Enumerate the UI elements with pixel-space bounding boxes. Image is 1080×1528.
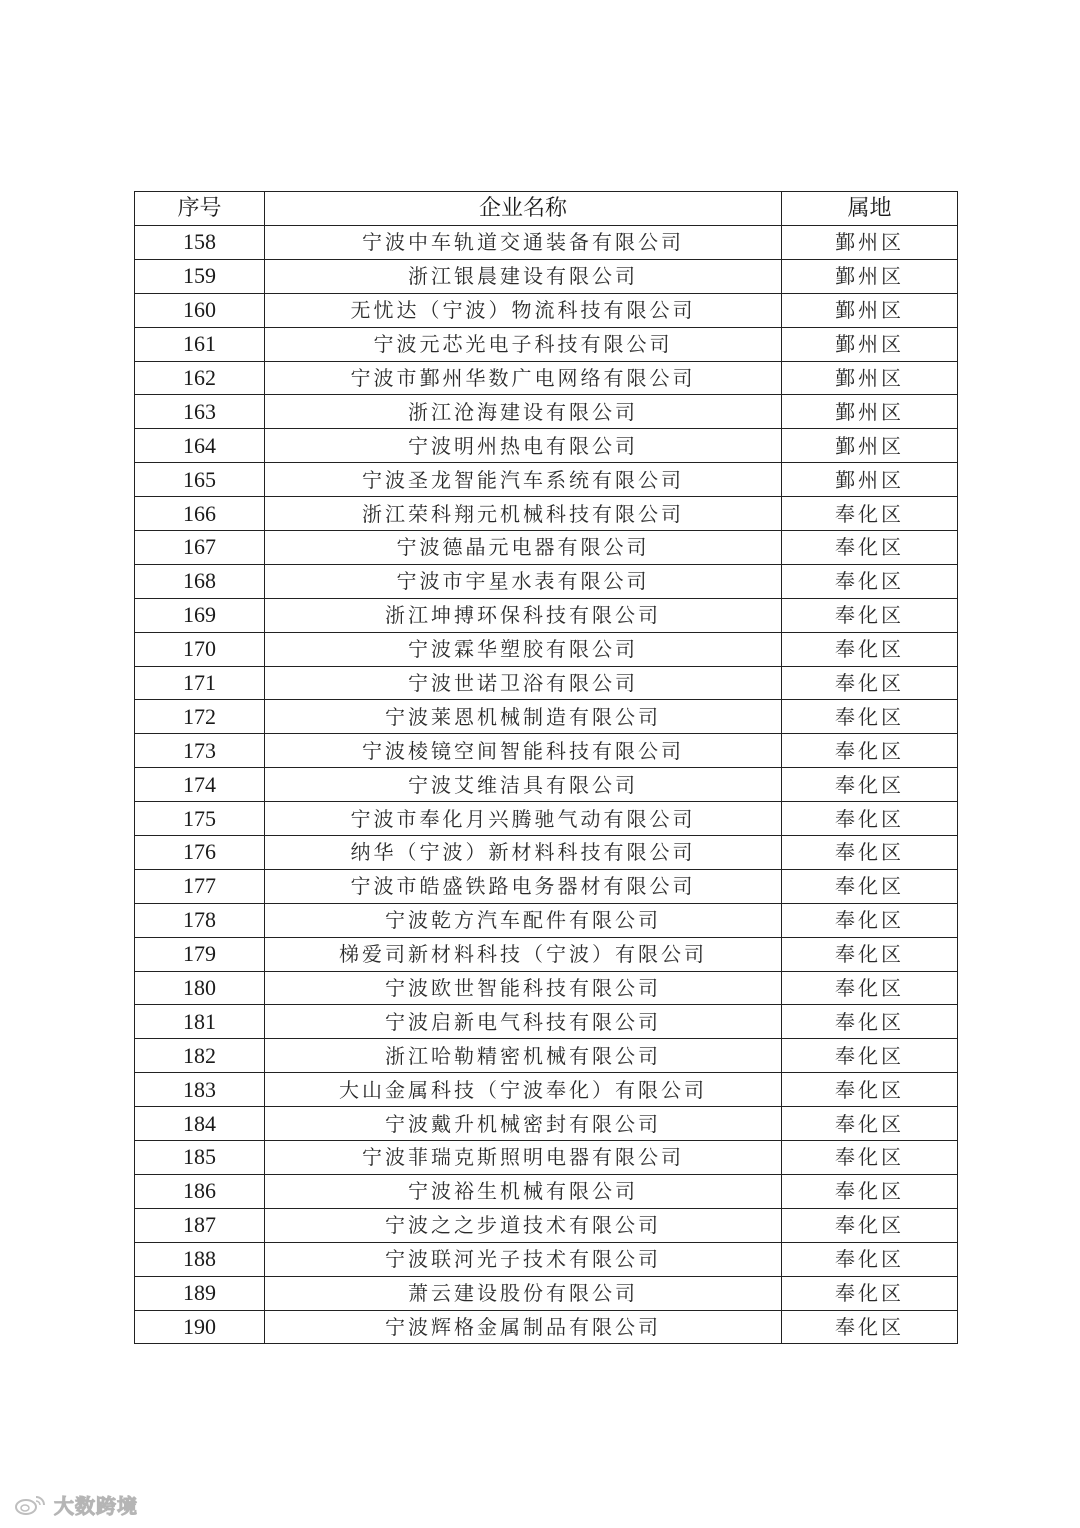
- seq-cell: 178: [135, 903, 265, 937]
- district-cell: 奉化区: [782, 1073, 958, 1107]
- district-cell: 奉化区: [782, 734, 958, 768]
- seq-cell: 179: [135, 937, 265, 971]
- table-row: [135, 293, 958, 327]
- company-name-cell: 宁波艾维洁具有限公司: [265, 768, 782, 802]
- table-row: [135, 395, 958, 429]
- seq-cell: 164: [135, 429, 265, 463]
- company-name-cell: 宁波市宇星水表有限公司: [265, 564, 782, 598]
- company-name-cell: 宁波乾方汽车配件有限公司: [265, 903, 782, 937]
- seq-cell: 185: [135, 1141, 265, 1175]
- district-cell: 奉化区: [782, 1005, 958, 1039]
- company-name-cell: 宁波莱恩机械制造有限公司: [265, 700, 782, 734]
- company-name-cell: 宁波元芯光电子科技有限公司: [265, 327, 782, 361]
- table-row: [135, 1107, 958, 1141]
- weibo-logo-icon: [14, 1494, 48, 1516]
- table-row: [135, 666, 958, 700]
- table-row: [135, 327, 958, 361]
- district-cell: 奉化区: [782, 564, 958, 598]
- seq-cell: 177: [135, 869, 265, 903]
- seq-cell: 181: [135, 1005, 265, 1039]
- seq-cell: 189: [135, 1276, 265, 1310]
- company-name-cell: 宁波德晶元电器有限公司: [265, 531, 782, 565]
- company-name-cell: 宁波市奉化月兴腾驰气动有限公司: [265, 802, 782, 836]
- company-name-cell: 宁波中车轨道交通装备有限公司: [265, 226, 782, 260]
- company-name-cell: 宁波世诺卫浴有限公司: [265, 666, 782, 700]
- table-header-row: [135, 192, 958, 226]
- table-row: [135, 1141, 958, 1175]
- seq-cell: 186: [135, 1174, 265, 1208]
- table-row: [135, 361, 958, 395]
- table-row: [135, 1174, 958, 1208]
- seq-cell: 180: [135, 971, 265, 1005]
- district-cell: 奉化区: [782, 836, 958, 870]
- table-row: [135, 1005, 958, 1039]
- district-cell: 奉化区: [782, 1310, 958, 1344]
- table-row: [135, 903, 958, 937]
- company-name-cell: 宁波启新电气科技有限公司: [265, 1005, 782, 1039]
- seq-cell: 175: [135, 802, 265, 836]
- company-name-cell: 宁波辉格金属制品有限公司: [265, 1310, 782, 1344]
- seq-cell: 174: [135, 768, 265, 802]
- district-cell: 奉化区: [782, 666, 958, 700]
- seq-cell: 172: [135, 700, 265, 734]
- seq-cell: 190: [135, 1310, 265, 1344]
- seq-cell: 165: [135, 463, 265, 497]
- watermark-text: 大数跨境: [54, 1494, 138, 1518]
- table-row: [135, 1208, 958, 1242]
- district-cell: 奉化区: [782, 1141, 958, 1175]
- district-cell: 奉化区: [782, 632, 958, 666]
- company-name-cell: 浙江哈勒精密机械有限公司: [265, 1039, 782, 1073]
- district-cell: 鄞州区: [782, 327, 958, 361]
- table-row: [135, 463, 958, 497]
- seq-cell: 160: [135, 293, 265, 327]
- company-name-cell: 宁波之之步道技术有限公司: [265, 1208, 782, 1242]
- header-district: 属地: [782, 192, 958, 226]
- seq-cell: 167: [135, 531, 265, 565]
- district-cell: 奉化区: [782, 1208, 958, 1242]
- seq-cell: 183: [135, 1073, 265, 1107]
- company-name-cell: 宁波欧世智能科技有限公司: [265, 971, 782, 1005]
- company-name-cell: 宁波明州热电有限公司: [265, 429, 782, 463]
- table-row: [135, 632, 958, 666]
- district-cell: 奉化区: [782, 497, 958, 531]
- table-row: [135, 734, 958, 768]
- table-row: [135, 429, 958, 463]
- company-name-cell: 浙江坤搏环保科技有限公司: [265, 598, 782, 632]
- company-name-cell: 宁波市鄞州华数广电网络有限公司: [265, 361, 782, 395]
- header-seq: 序号: [135, 192, 265, 226]
- table-row: [135, 1242, 958, 1276]
- table-row: [135, 1073, 958, 1107]
- seq-cell: 173: [135, 734, 265, 768]
- table-row: [135, 836, 958, 870]
- table-row: [135, 700, 958, 734]
- district-cell: 鄞州区: [782, 226, 958, 260]
- district-cell: 奉化区: [782, 531, 958, 565]
- table-body: [135, 226, 958, 1344]
- seq-cell: 188: [135, 1242, 265, 1276]
- table-row: [135, 598, 958, 632]
- district-cell: 奉化区: [782, 1174, 958, 1208]
- watermark: [14, 1490, 138, 1519]
- table-row: [135, 564, 958, 598]
- district-cell: 奉化区: [782, 869, 958, 903]
- table-row: [135, 802, 958, 836]
- header-company-name: 企业名称: [265, 192, 782, 226]
- table-row: [135, 497, 958, 531]
- company-name-cell: 浙江银晨建设有限公司: [265, 259, 782, 293]
- district-cell: 奉化区: [782, 903, 958, 937]
- district-cell: 奉化区: [782, 802, 958, 836]
- seq-cell: 168: [135, 564, 265, 598]
- district-cell: 鄞州区: [782, 463, 958, 497]
- company-name-cell: 大山金属科技（宁波奉化）有限公司: [265, 1073, 782, 1107]
- table-row: [135, 226, 958, 260]
- table-row: [135, 937, 958, 971]
- table-row: [135, 971, 958, 1005]
- company-name-cell: 宁波联河光子技术有限公司: [265, 1242, 782, 1276]
- seq-cell: 187: [135, 1208, 265, 1242]
- company-name-cell: 宁波霖华塑胶有限公司: [265, 632, 782, 666]
- table-row: [135, 259, 958, 293]
- seq-cell: 163: [135, 395, 265, 429]
- district-cell: 奉化区: [782, 971, 958, 1005]
- seq-cell: 162: [135, 361, 265, 395]
- company-name-cell: 宁波圣龙智能汽车系统有限公司: [265, 463, 782, 497]
- company-name-cell: 宁波戴升机械密封有限公司: [265, 1107, 782, 1141]
- district-cell: 鄞州区: [782, 361, 958, 395]
- seq-cell: 184: [135, 1107, 265, 1141]
- district-cell: 鄞州区: [782, 395, 958, 429]
- company-name-cell: 宁波市皓盛铁路电务器材有限公司: [265, 869, 782, 903]
- district-cell: 奉化区: [782, 768, 958, 802]
- seq-cell: 159: [135, 259, 265, 293]
- table-row: [135, 1276, 958, 1310]
- table-row: [135, 768, 958, 802]
- company-name-cell: 萧云建设股份有限公司: [265, 1276, 782, 1310]
- company-name-cell: 宁波裕生机械有限公司: [265, 1174, 782, 1208]
- table-row: [135, 531, 958, 565]
- seq-cell: 171: [135, 666, 265, 700]
- company-list-table: [134, 191, 958, 1344]
- district-cell: 鄞州区: [782, 259, 958, 293]
- district-cell: 鄞州区: [782, 293, 958, 327]
- district-cell: 鄞州区: [782, 429, 958, 463]
- company-name-cell: 宁波菲瑞克斯照明电器有限公司: [265, 1141, 782, 1175]
- table-row: [135, 1310, 958, 1344]
- district-cell: 奉化区: [782, 1039, 958, 1073]
- company-name-cell: 纳华（宁波）新材料科技有限公司: [265, 836, 782, 870]
- company-name-cell: 无忧达（宁波）物流科技有限公司: [265, 293, 782, 327]
- district-cell: 奉化区: [782, 937, 958, 971]
- district-cell: 奉化区: [782, 1107, 958, 1141]
- company-name-cell: 浙江沧海建设有限公司: [265, 395, 782, 429]
- seq-cell: 161: [135, 327, 265, 361]
- company-name-cell: 浙江荣科翔元机械科技有限公司: [265, 497, 782, 531]
- company-name-cell: 梯爱司新材料科技（宁波）有限公司: [265, 937, 782, 971]
- seq-cell: 166: [135, 497, 265, 531]
- district-cell: 奉化区: [782, 598, 958, 632]
- district-cell: 奉化区: [782, 1276, 958, 1310]
- table-row: [135, 869, 958, 903]
- seq-cell: 170: [135, 632, 265, 666]
- seq-cell: 169: [135, 598, 265, 632]
- district-cell: 奉化区: [782, 1242, 958, 1276]
- company-name-cell: 宁波棱镜空间智能科技有限公司: [265, 734, 782, 768]
- seq-cell: 182: [135, 1039, 265, 1073]
- table-row: [135, 1039, 958, 1073]
- seq-cell: 158: [135, 226, 265, 260]
- district-cell: 奉化区: [782, 700, 958, 734]
- seq-cell: 176: [135, 836, 265, 870]
